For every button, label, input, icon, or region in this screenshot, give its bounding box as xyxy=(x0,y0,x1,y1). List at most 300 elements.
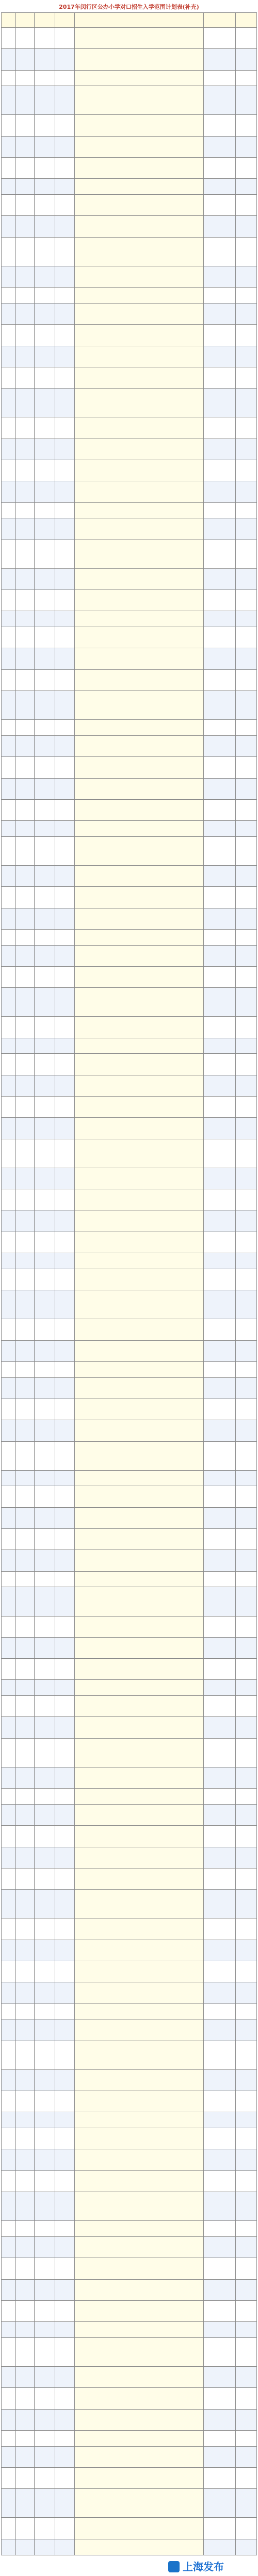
table-cell xyxy=(35,28,55,49)
table-cell xyxy=(2,2446,16,2467)
table-cell xyxy=(204,1961,236,1982)
table-cell xyxy=(204,590,236,611)
table-cell xyxy=(35,2388,55,2409)
table-cell xyxy=(236,1017,257,1038)
table-row xyxy=(2,439,257,460)
table-cell xyxy=(35,70,55,86)
table-row xyxy=(2,1038,257,1054)
table-cell xyxy=(16,389,35,417)
table-cell xyxy=(16,216,35,237)
table-cell xyxy=(204,1637,236,1658)
table-cell xyxy=(16,417,35,439)
table-cell xyxy=(236,887,257,908)
table-cell xyxy=(35,799,55,820)
table-cell xyxy=(2,887,16,908)
table-cell xyxy=(236,115,257,136)
table-cell xyxy=(35,887,55,908)
table-cell xyxy=(204,1696,236,1717)
enrollment-area-cell xyxy=(75,1550,204,1571)
table-cell xyxy=(16,2430,35,2446)
table-cell xyxy=(55,237,75,266)
table-cell xyxy=(16,1804,35,1825)
table-row xyxy=(2,2446,257,2467)
enrollment-area-cell xyxy=(75,288,204,304)
column-header xyxy=(75,13,204,28)
enrollment-area-cell xyxy=(75,2258,204,2279)
table-cell xyxy=(16,2041,35,2069)
table-cell xyxy=(204,367,236,388)
enrollment-area-cell xyxy=(75,1097,204,1118)
enrollment-area-cell xyxy=(75,1420,204,1441)
table-cell xyxy=(236,1319,257,1340)
table-cell xyxy=(55,1253,75,1269)
table-cell xyxy=(35,648,55,669)
table-cell xyxy=(236,1918,257,1940)
table-row xyxy=(2,136,257,157)
table-row xyxy=(2,966,257,987)
table-row xyxy=(2,1486,257,1507)
table-cell xyxy=(236,2128,257,2149)
table-cell xyxy=(236,1269,257,1290)
enrollment-area-cell xyxy=(75,115,204,136)
enrollment-area-cell xyxy=(75,1868,204,1889)
table-cell xyxy=(236,1587,257,1616)
table-cell xyxy=(2,367,16,388)
enrollment-area-cell xyxy=(75,2003,204,2019)
table-cell xyxy=(35,439,55,460)
table-cell xyxy=(16,2258,35,2279)
table-cell xyxy=(55,2518,75,2539)
table-row xyxy=(2,1139,257,1168)
page-title: 2017年闵行区公办小学对口招生入学范围计划表(补充) xyxy=(59,4,199,10)
table-cell xyxy=(2,1637,16,1658)
table-cell xyxy=(55,1696,75,1717)
table-row xyxy=(2,1420,257,1441)
table-cell xyxy=(16,2170,35,2192)
enrollment-area-cell xyxy=(75,1377,204,1399)
table-cell xyxy=(236,1441,257,1470)
table-cell xyxy=(55,627,75,648)
table-cell xyxy=(204,460,236,481)
table-cell xyxy=(35,346,55,367)
table-cell xyxy=(2,266,16,287)
table-cell xyxy=(16,1616,35,1637)
table-row xyxy=(2,216,257,237)
table-cell xyxy=(35,908,55,929)
table-cell xyxy=(2,1717,16,1738)
enrollment-area-cell xyxy=(75,2128,204,2149)
enrollment-area-cell xyxy=(75,303,204,324)
table-cell xyxy=(236,1890,257,1918)
table-cell xyxy=(236,2279,257,2300)
table-row xyxy=(2,1507,257,1528)
table-cell xyxy=(204,2041,236,2069)
table-cell xyxy=(16,1507,35,1528)
table-cell xyxy=(16,1399,35,1420)
table-cell xyxy=(236,49,257,70)
table-row xyxy=(2,929,257,945)
table-cell xyxy=(35,1940,55,1961)
table-cell xyxy=(16,460,35,481)
table-cell xyxy=(16,2019,35,2041)
table-cell xyxy=(35,49,55,70)
table-cell xyxy=(204,2539,236,2555)
enrollment-area-cell xyxy=(75,2322,204,2338)
table-row xyxy=(2,2430,257,2446)
table-cell xyxy=(2,28,16,49)
table-cell xyxy=(16,691,35,720)
table-cell xyxy=(236,2388,257,2409)
table-cell xyxy=(35,1982,55,2003)
table-row xyxy=(2,720,257,736)
table-cell xyxy=(2,2041,16,2069)
table-cell xyxy=(2,966,16,987)
enrollment-area-cell xyxy=(75,1680,204,1696)
table-cell xyxy=(35,627,55,648)
enrollment-area-cell xyxy=(75,1587,204,1616)
table-cell xyxy=(204,1420,236,1441)
table-cell xyxy=(55,590,75,611)
table-cell xyxy=(204,1290,236,1319)
table-cell xyxy=(2,2518,16,2539)
table-cell xyxy=(35,1571,55,1587)
table-cell xyxy=(2,2258,16,2279)
table-cell xyxy=(16,2322,35,2338)
table-cell xyxy=(2,70,16,86)
table-cell xyxy=(236,1377,257,1399)
table-cell xyxy=(236,86,257,115)
table-cell xyxy=(35,1168,55,1189)
table-cell xyxy=(2,1290,16,1319)
table-cell xyxy=(16,28,35,49)
table-cell xyxy=(236,1290,257,1319)
table-cell xyxy=(35,266,55,287)
table-cell xyxy=(55,2221,75,2237)
table-cell xyxy=(236,1470,257,1486)
table-cell xyxy=(236,1038,257,1054)
table-cell xyxy=(55,49,75,70)
enrollment-area-cell xyxy=(75,887,204,908)
table-cell xyxy=(204,2322,236,2338)
table-cell xyxy=(236,1054,257,1075)
table-cell xyxy=(35,2518,55,2539)
table-cell xyxy=(16,1168,35,1189)
table-cell xyxy=(204,86,236,115)
table-cell xyxy=(204,1210,236,1232)
table-cell xyxy=(55,669,75,691)
table-cell xyxy=(2,590,16,611)
table-row xyxy=(2,887,257,908)
table-cell xyxy=(236,1571,257,1587)
table-cell xyxy=(35,1918,55,1940)
table-cell xyxy=(2,2489,16,2518)
enrollment-area-cell xyxy=(75,1189,204,1210)
enrollment-area-cell xyxy=(75,611,204,627)
enrollment-area-cell xyxy=(75,216,204,237)
table-cell xyxy=(2,2409,16,2430)
table-cell xyxy=(2,1587,16,1616)
table-row xyxy=(2,70,257,86)
table-cell xyxy=(35,2091,55,2112)
table-cell xyxy=(16,346,35,367)
table-cell xyxy=(55,1717,75,1738)
table-cell xyxy=(2,1486,16,1507)
table-cell xyxy=(35,2409,55,2430)
table-cell xyxy=(204,417,236,439)
enrollment-area-cell xyxy=(75,2518,204,2539)
table-cell xyxy=(55,115,75,136)
enrollment-area-cell xyxy=(75,1319,204,1340)
table-cell xyxy=(2,2069,16,2091)
table-cell xyxy=(2,2388,16,2409)
enrollment-area-cell xyxy=(75,1054,204,1075)
table-cell xyxy=(35,1868,55,1889)
table-cell xyxy=(204,2128,236,2149)
table-cell xyxy=(2,1982,16,2003)
table-cell xyxy=(55,2468,75,2489)
table-cell xyxy=(35,1290,55,1319)
table-cell xyxy=(2,1075,16,1096)
table-row xyxy=(2,908,257,929)
table-cell xyxy=(204,1918,236,1940)
table-cell xyxy=(35,2170,55,2192)
table-cell xyxy=(55,1118,75,1139)
table-cell xyxy=(55,887,75,908)
table-cell xyxy=(236,2300,257,2321)
table-cell xyxy=(2,799,16,820)
table-cell xyxy=(16,821,35,837)
table-row xyxy=(2,2518,257,2539)
table-cell xyxy=(2,2221,16,2237)
table-cell xyxy=(204,28,236,49)
table-cell xyxy=(35,518,55,540)
table-cell xyxy=(35,195,55,216)
table-cell xyxy=(236,2112,257,2128)
enrollment-area-cell xyxy=(75,945,204,966)
table-cell xyxy=(204,1319,236,1340)
table-cell xyxy=(55,439,75,460)
table-cell xyxy=(55,1470,75,1486)
table-cell xyxy=(16,1189,35,1210)
table-cell xyxy=(16,2279,35,2300)
table-cell xyxy=(204,945,236,966)
table-cell xyxy=(236,389,257,417)
table-cell xyxy=(236,1717,257,1738)
table-cell xyxy=(55,799,75,820)
table-cell xyxy=(16,1587,35,1616)
table-cell xyxy=(204,1017,236,1038)
table-cell xyxy=(16,502,35,518)
table-row xyxy=(2,1982,257,2003)
table-cell xyxy=(35,1253,55,1269)
table-cell xyxy=(16,1075,35,1096)
enrollment-area-cell xyxy=(75,367,204,388)
table-cell xyxy=(16,325,35,346)
table-row xyxy=(2,2388,257,2409)
enrollment-area-cell xyxy=(75,28,204,49)
table-row xyxy=(2,648,257,669)
table-cell xyxy=(16,945,35,966)
table-cell xyxy=(16,1982,35,2003)
table-cell xyxy=(204,1616,236,1637)
table-cell xyxy=(2,2019,16,2041)
table-cell xyxy=(16,1210,35,1232)
table-cell xyxy=(2,1097,16,1118)
table-cell xyxy=(236,2192,257,2221)
table-cell xyxy=(35,590,55,611)
table-cell xyxy=(16,2192,35,2221)
table-cell xyxy=(55,836,75,865)
table-cell xyxy=(35,1377,55,1399)
table-cell xyxy=(204,2468,236,2489)
table-cell xyxy=(35,1826,55,1847)
table-cell xyxy=(16,611,35,627)
table-cell xyxy=(2,115,16,136)
table-cell xyxy=(55,1550,75,1571)
table-cell xyxy=(16,1139,35,1168)
table-row xyxy=(2,1232,257,1253)
table-cell xyxy=(236,1868,257,1889)
table-cell xyxy=(204,1847,236,1868)
table-cell xyxy=(2,158,16,179)
enrollment-area-cell xyxy=(75,1253,204,1269)
logo-icon xyxy=(168,2561,180,2572)
table-cell xyxy=(204,2518,236,2539)
table-cell xyxy=(55,1587,75,1616)
table-cell xyxy=(55,2149,75,2170)
table-cell xyxy=(236,2221,257,2237)
table-cell xyxy=(55,611,75,627)
table-cell xyxy=(2,86,16,115)
table-cell xyxy=(55,2539,75,2555)
table-cell xyxy=(16,2388,35,2409)
table-row xyxy=(2,2221,257,2237)
table-cell xyxy=(2,460,16,481)
enrollment-area-cell xyxy=(75,2337,204,2366)
enrollment-area-cell xyxy=(75,2112,204,2128)
table-cell xyxy=(2,1038,16,1054)
table-cell xyxy=(2,1269,16,1290)
enrollment-area-cell xyxy=(75,2091,204,2112)
table-cell xyxy=(236,2236,257,2258)
enrollment-area-cell xyxy=(75,179,204,195)
table-cell xyxy=(2,611,16,627)
table-cell xyxy=(16,908,35,929)
enrollment-area-cell xyxy=(75,966,204,987)
table-cell xyxy=(16,2518,35,2539)
table-cell xyxy=(16,1290,35,1319)
table-cell xyxy=(35,502,55,518)
table-cell xyxy=(2,179,16,195)
table-cell xyxy=(55,1139,75,1168)
table-cell xyxy=(236,2091,257,2112)
table-cell xyxy=(236,2430,257,2446)
table-cell xyxy=(2,1868,16,1889)
table-cell xyxy=(35,115,55,136)
table-cell xyxy=(55,1054,75,1075)
table-cell xyxy=(55,367,75,388)
table-cell xyxy=(16,2236,35,2258)
enrollment-area-cell xyxy=(75,460,204,481)
table-cell xyxy=(35,1890,55,1918)
table-cell xyxy=(16,2446,35,2467)
table-cell xyxy=(35,1847,55,1868)
table-cell xyxy=(35,1075,55,1096)
table-cell xyxy=(236,70,257,86)
table-row xyxy=(2,346,257,367)
table-cell xyxy=(35,460,55,481)
table-cell xyxy=(35,691,55,720)
table-cell xyxy=(16,158,35,179)
table-cell xyxy=(35,720,55,736)
table-cell xyxy=(2,1054,16,1075)
table-row xyxy=(2,691,257,720)
table-cell xyxy=(55,2446,75,2467)
table-cell xyxy=(2,735,16,756)
table-cell xyxy=(55,158,75,179)
table-cell xyxy=(2,2300,16,2321)
table-cell xyxy=(55,1038,75,1054)
table-cell xyxy=(2,518,16,540)
table-cell xyxy=(236,1659,257,1680)
table-cell xyxy=(204,502,236,518)
table-cell xyxy=(2,757,16,778)
table-row xyxy=(2,1847,257,1868)
table-cell xyxy=(16,2489,35,2518)
table-cell xyxy=(16,1054,35,1075)
table-cell xyxy=(2,2468,16,2489)
table-row xyxy=(2,590,257,611)
table-cell xyxy=(2,1017,16,1038)
enrollment-area-cell xyxy=(75,1637,204,1658)
table-cell xyxy=(16,518,35,540)
table-cell xyxy=(55,2019,75,2041)
table-cell xyxy=(35,1696,55,1717)
enrollment-area-cell xyxy=(75,590,204,611)
table-cell xyxy=(35,2446,55,2467)
enrollment-area-cell xyxy=(75,2367,204,2388)
table-cell xyxy=(35,2041,55,2069)
table-row xyxy=(2,2300,257,2321)
table-cell xyxy=(16,929,35,945)
table-cell xyxy=(204,1890,236,1918)
table-cell xyxy=(16,1118,35,1139)
enrollment-area-cell xyxy=(75,1696,204,1717)
table-cell xyxy=(16,1550,35,1571)
table-cell xyxy=(2,1319,16,1340)
table-cell xyxy=(35,1269,55,1290)
table-cell xyxy=(236,288,257,304)
enrollment-area-cell xyxy=(75,2279,204,2300)
table-cell xyxy=(16,1319,35,1340)
table-cell xyxy=(55,1680,75,1696)
table-cell xyxy=(55,929,75,945)
enrollment-area-cell xyxy=(75,502,204,518)
table-cell xyxy=(236,2518,257,2539)
table-cell xyxy=(16,1571,35,1587)
table-cell xyxy=(35,2069,55,2091)
table-row xyxy=(2,1189,257,1210)
table-cell xyxy=(204,179,236,195)
table-cell xyxy=(35,1616,55,1637)
table-cell xyxy=(204,1253,236,1269)
table-cell xyxy=(204,966,236,987)
table-row xyxy=(2,1738,257,1767)
table-cell xyxy=(55,1529,75,1550)
table-cell xyxy=(35,1961,55,1982)
table-cell xyxy=(55,1486,75,1507)
table-cell xyxy=(204,1486,236,1507)
